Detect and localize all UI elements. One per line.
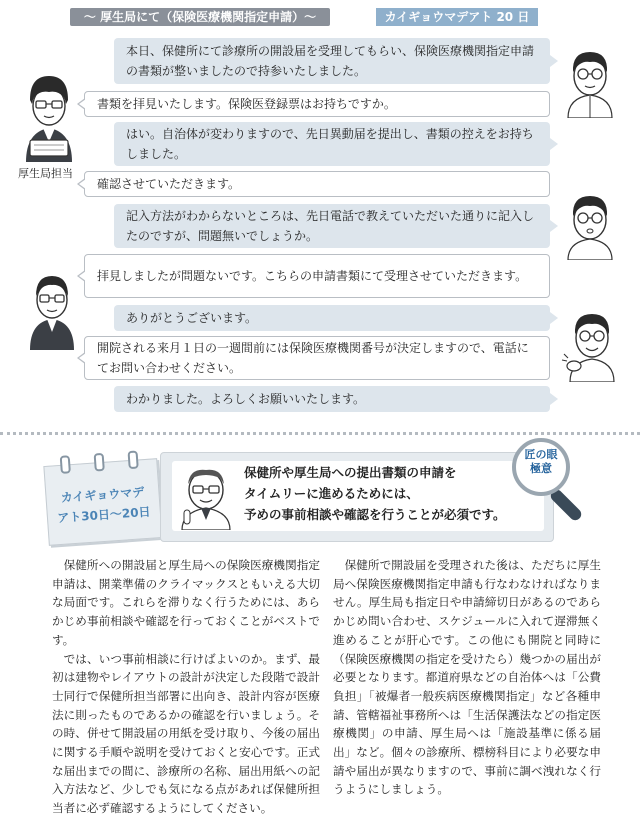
calendar-ring-icon [60, 455, 71, 474]
dialogue-bubble-6: 拝見しましたが問題ないです。こちらの申請書類にて受理させていただきます。 [84, 254, 550, 298]
body-column-left [52, 556, 320, 818]
countdown-badge: カイギョウマデアト 20 日 [376, 8, 538, 26]
doctor-portrait-3 [560, 308, 622, 382]
body-paragraph: 保健所で開設届を受理された後は、ただちに厚生局へ保険医療機関指定申請も行なわなければなりません。厚生局も指定日や申請締切日があるのであらかじめ問い合わせ、スケジュールに入れて遅滞無く進めることが肝心です。この他にも開院と同時に（保険医療機関の指定を受けたら）幾つかの届出が必要となります。都道府県などの自治体へは「公費負担」「被爆者一般疾病医療機関指定」など各種申請、管轄福祉事務所へは「生活保護法などの指定医療機関」の申請、厚生局へは「施設基準に係る届出」など。個々の診療所、標榜科目により必要な申請や届出が異なりますので、事前に調べ洩れなく行うようにしましょう。 [333, 558, 601, 797]
body-paragraph: 保健所への開設届と厚生局への保険医療機関指定申請は、開業準備のクライマックスともいえる大切な局面です。これらを滞りなく行うためには、あらかじめ事前相談や確認を行っておくことがベストです。 [52, 558, 320, 647]
staff-role-label: 厚生局担当 [18, 167, 73, 180]
expert-tip-line-1: 保健所や厚生局への提出書類の申請を [244, 465, 457, 480]
expert-badge-line-2: 極意 [530, 462, 552, 475]
dialogue-bubble-9: わかりました。よろしくお願いいたします。 [114, 386, 550, 412]
staff-portrait-1 [18, 70, 80, 162]
body-paragraph: では、いつ事前相談に行けばよいのか。まず、最初は建物やレイアウトの設計が決定した段階で設計士同行で保健所担当部署に出向き、設計内容が医療法に則ったものであるかの確認を行いましょう。その時、併せて開設届の用紙を受け取り、今後の届出に関する手順や説明を受けておくと安心です。正式な届出までの間に、診療所の名称、届出用紙への記入方法など、少しでも気になる点があれば保健所担当者に必ず確認するようにしてください。 [52, 651, 320, 816]
expert-badge [516, 448, 566, 476]
doctor-portrait-2 [560, 190, 620, 260]
expert-tip-line-3: 予めの事前相談や確認を行うことが必須です。 [244, 507, 506, 522]
calendar-line-1: カイギョウマデ [60, 485, 145, 505]
dialogue-bubble-3: はい。自治体が変わりますので、先日異動届を提出し、書類の控えをお持ちしました。 [114, 122, 550, 166]
doctor-portrait-1 [560, 44, 620, 118]
staff-portrait-2 [26, 270, 78, 350]
dialogue-bubble-4: 確認させていただきます。 [84, 171, 550, 197]
section-divider [0, 432, 640, 435]
expert-portrait [176, 462, 236, 530]
expert-tip-text [244, 462, 544, 525]
expert-tip-line-2: タイムリーに進めるためには、 [244, 486, 419, 501]
dialogue-bubble-1: 本日、保健所にて診療所の開設届を受理してもらい、保険医療機関指定申請の書類が整いましたので持参いたしました。 [114, 38, 550, 84]
calendar-ring-icon [94, 453, 105, 472]
dialogue-bubble-2: 書類を拝見いたします。保険医登録票はお持ちですか。 [84, 91, 550, 117]
calendar-line-2: アト30日～20日 [56, 504, 151, 526]
countdown-calendar [43, 458, 162, 546]
body-column-right [333, 556, 601, 799]
calendar-ring-icon [128, 450, 139, 469]
dialogue-bubble-5: 記入方法がわからないところは、先日電話で教えていただいた通りに記入したのですが、問題無いでしょうか。 [114, 204, 550, 248]
expert-badge-line-1: 匠の眼 [524, 448, 558, 461]
dialogue-bubble-7: ありがとうございます。 [114, 305, 550, 331]
page-header-title: ～ 厚生局にて（保険医療機関指定申請）～ [70, 8, 330, 26]
dialogue-bubble-8: 開院される来月１日の一週間前には保険医療機関番号が決定しますので、電話にてお問い合わせください。 [84, 336, 550, 380]
